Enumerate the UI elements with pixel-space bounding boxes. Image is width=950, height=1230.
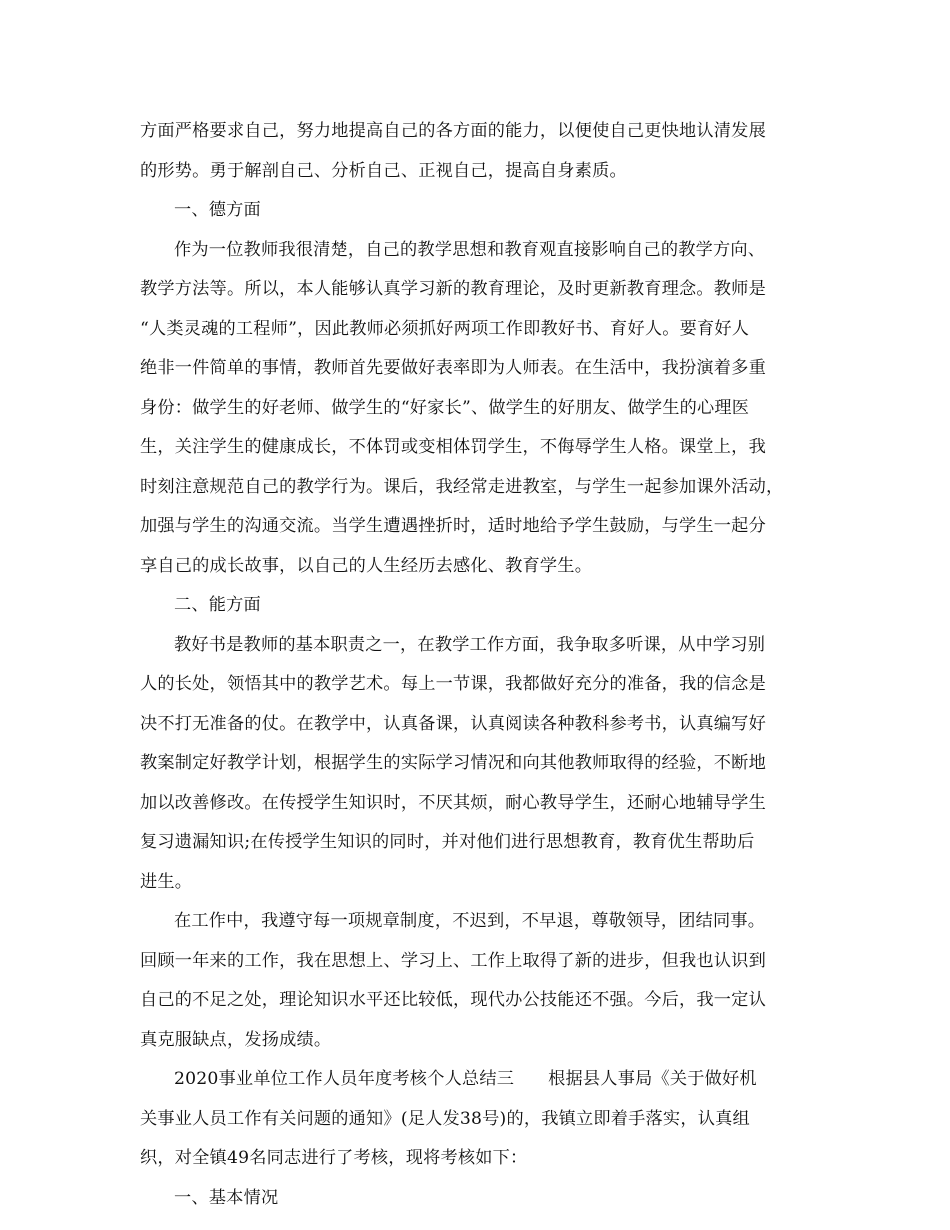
body-line: 绝非一件简单的事情，教师首先要做好表率即为人师表。在生活中，我扮演着多重 [140, 358, 766, 378]
body-line [140, 1060, 830, 1100]
document-body [140, 112, 830, 1218]
body-line: 教案制定好教学计划，根据学生的实际学习情况和向其他教师取得的经验，不断地 [140, 753, 766, 773]
body-line: 生，关注学生的健康成长，不体罚或变相体罚学生，不侮辱学生人格。课堂上，我 [140, 437, 766, 457]
body-line: 自己的不足之处，理论知识水平还比较低，现代办公技能还不强。今后，我一定认 [140, 990, 766, 1010]
body-line: 的形势。勇于解剖自己、分析自己、正视自己，提高自身素质。 [140, 160, 627, 181]
body-line: 加以改善修改。在传授学生知识时，不厌其烦，耐心教导学生，还耐心地辅导学生 [140, 792, 766, 813]
section-heading-ability: 二、能方面 [174, 595, 261, 615]
body-line: 加强与学生的沟通交流。当学生遭遇挫折时，适时地给予学生鼓励，与学生一起分 [140, 516, 766, 536]
body-line: 人的长处，领悟其中的教学艺术。每上一节课，我都做好充分的准备，我的信念是 [140, 674, 766, 694]
body-line: 回顾一年来的工作，我在思想上、学习上、工作上取得了新的进步，但我也认识到 [140, 950, 766, 971]
body-line: 复习遗漏知识;在传授学生知识的同时，并对他们进行思想教育，教育优生帮助后 [140, 832, 755, 852]
body-line: “人类灵魂的工程师”，因此教师必须抓好两项工作即教好书、育好人。要育好人 [140, 318, 750, 339]
body-line: 身份：做学生的好老师、做学生的“好家长”、做学生的好朋友、做学生的心理医 [140, 397, 750, 418]
body-line: 享自己的成长故事，以自己的人生经历去感化、教育学生。 [140, 555, 593, 576]
body-line: 作为一位教师我很清楚，自己的教学思想和教育观直接影响自己的教学方向、 [174, 239, 766, 260]
body-line: 真克服缺点，发扬成绩。 [140, 1029, 332, 1050]
body-line: 时刻注意规范自己的教学行为。课后，我经常走进教室，与学生一起参加课外活动， [140, 476, 784, 497]
body-line: 教学方法等。所以，本人能够认真学习新的教育理论，及时更新教育理念。教师是 [140, 279, 766, 299]
body-line: 在工作中，我遵守每一项规章制度，不迟到，不早退，尊敬领导，团结同事。 [174, 911, 766, 931]
body-line: 决不打无准备的仗。在教学中，认真备课，认真阅读各种教科参考书，认真编写好 [140, 713, 766, 734]
body-line: 方面严格要求自己，努力地提高自己的各方面的能力，以便使自己更快地认清发展 [140, 121, 766, 141]
body-line: 教好书是教师的基本职责之一，在教学工作方面，我争取多听课，从中学习别 [174, 634, 766, 655]
section-title: 2020事业单位工作人员年度考核个人总结三 [174, 1069, 515, 1089]
section-heading-basic: 一、基本情况 [174, 1187, 279, 1208]
body-line: 进生。 [140, 871, 193, 892]
body-line: 织，对全镇49名同志进行了考核，现将考核如下： [140, 1148, 528, 1168]
body-line: 根据县人事局《关于做好机 [548, 1069, 757, 1089]
body-line: 关事业人员工作有关问题的通知》(足人发38号)的，我镇立即着手落实，认真组 [140, 1108, 750, 1129]
section-heading-virtue: 一、德方面 [174, 200, 261, 220]
